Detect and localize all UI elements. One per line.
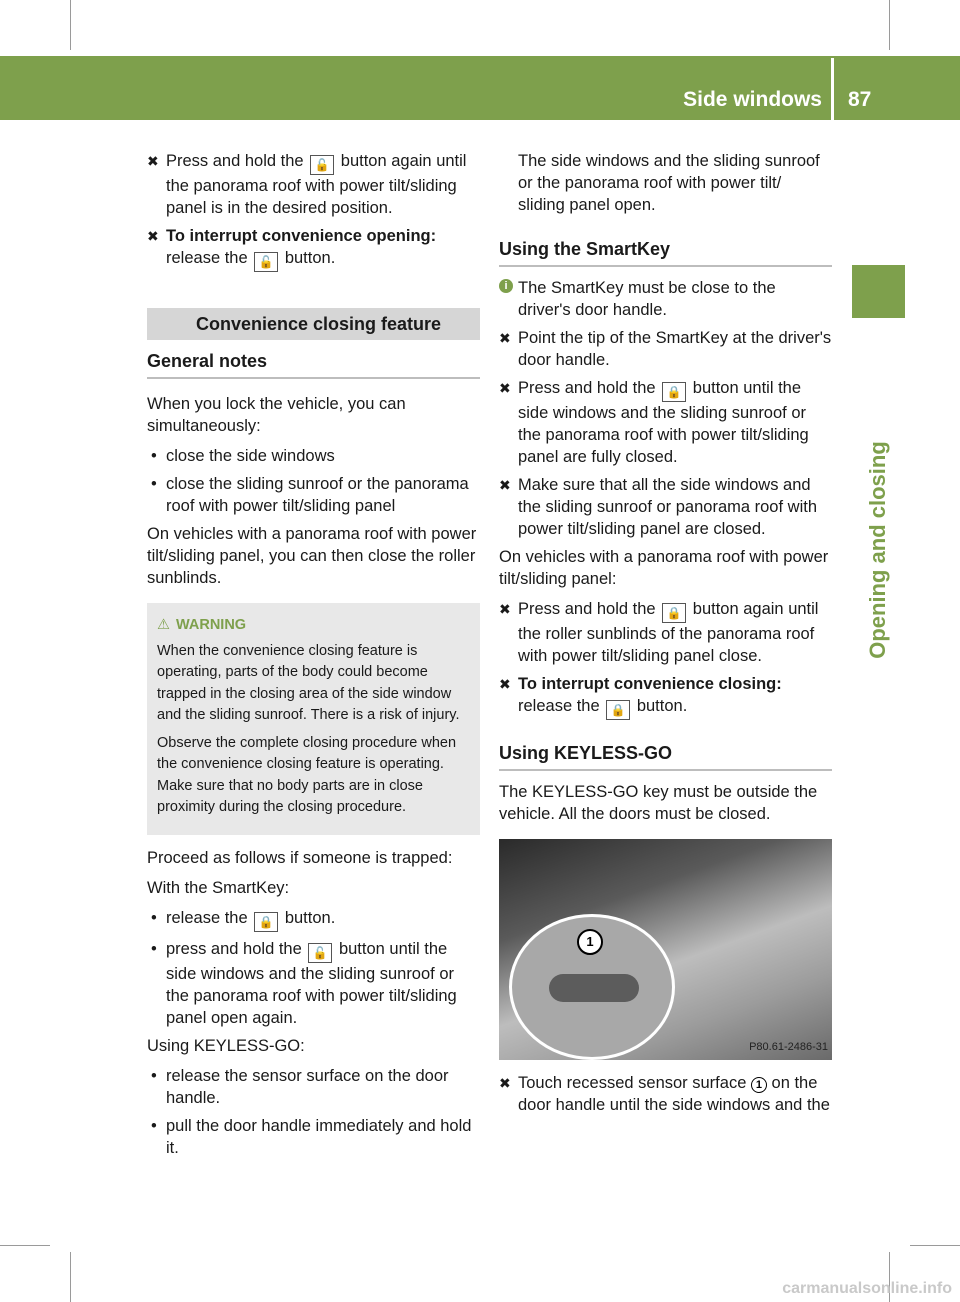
paragraph: On vehicles with a panorama roof with power tilt/sliding panel, you can then close the roller sunblinds. (147, 525, 477, 587)
subheading: Using the SmartKey (499, 238, 832, 267)
right-column (499, 150, 832, 1122)
crop-mark (910, 1245, 960, 1246)
unlock-icon: 🔓 (308, 943, 332, 963)
header-divider (831, 58, 834, 120)
step-item: ✖ Press and hold the 🔒 button until the side windows and the sliding sunroof or the panorama roof with power tilt/sliding panel are fully closed. (499, 379, 809, 466)
info-icon: i (499, 279, 513, 293)
list-item: • release the sensor surface on the door handle. (151, 1066, 449, 1107)
paragraph: The side windows and the sliding sunroof or the panorama roof with power tilt/ sliding panel open. (518, 152, 820, 214)
step-item: ✖ Press and hold the 🔓 button again until the panorama roof with power tilt/sliding panel is in the desired position. (147, 152, 467, 217)
paragraph: Proceed as follows if someone is trapped: (147, 848, 453, 867)
warning-text: Observe the complete closing procedure when the convenience closing feature is operating. Make sure that no body parts are in close proximity during the closing procedure. (157, 734, 457, 815)
unlock-icon: 🔓 (254, 252, 278, 272)
subheading: General notes (147, 350, 480, 379)
list-item: • release the 🔒 button. (147, 907, 480, 932)
paragraph: Using KEYLESS-GO: (147, 1036, 305, 1055)
crop-mark (889, 0, 890, 50)
lock-icon: 🔒 (662, 603, 686, 623)
photo-label: P80.61-2486-31 (749, 1041, 828, 1053)
chapter-marker (852, 265, 905, 318)
warning-heading: ⚠ WARNING (157, 615, 470, 637)
step-item: ✖ Point the tip of the SmartKey at the driver's door handle. (499, 329, 832, 369)
list-item: • close the side windows (151, 447, 335, 465)
page-number: 87 (848, 88, 872, 111)
step-arrow-icon: ✖ (147, 153, 159, 169)
step-item: ✖ Make sure that all the side windows and the sliding sunroof or panorama roof with power tilt/sliding panel are closed. (499, 476, 817, 538)
warning-icon: ⚠ (157, 617, 170, 633)
lock-icon: 🔒 (254, 912, 278, 932)
warning-text: When the convenience closing feature is operating, parts of the body could become trapped in the closing area of the side window and the sliding sunroof. There is a risk of injury. (157, 642, 460, 723)
step-item: ✖ Touch recessed sensor surface 1 on the door handle until the side windows and the (499, 1074, 830, 1114)
crop-mark (70, 0, 71, 50)
step-arrow-icon: ✖ (499, 676, 511, 692)
step-arrow-icon: ✖ (499, 330, 511, 346)
step-item: ✖ Press and hold the 🔒 button again until the roller sunblinds of the panorama roof with power tilt/sliding panel close. (499, 600, 819, 665)
paragraph: With the SmartKey: (147, 878, 290, 897)
step-item: ✖ To interrupt convenience opening: release the 🔓 button. (147, 225, 480, 272)
chapter-label: Opening and closing (865, 441, 890, 659)
watermark: carmanualsonline.info (782, 1280, 952, 1297)
list-item: • pull the door handle immediately and hold it. (151, 1116, 472, 1157)
paragraph: On vehicles with a panorama roof with power tilt/sliding panel: (499, 548, 829, 588)
crop-mark (70, 1252, 71, 1302)
step-arrow-icon: ✖ (499, 380, 511, 396)
lock-icon: 🔒 (606, 700, 630, 720)
section-title: Convenience closing feature (147, 308, 480, 340)
step-arrow-icon: ✖ (499, 477, 511, 493)
list-item: • press and hold the 🔓 button until the side windows and the sliding sunroof or the panorama roof with power tilt/sliding panel open again. (151, 939, 457, 1027)
step-arrow-icon: ✖ (147, 228, 159, 244)
callout-marker: 1 (751, 1077, 767, 1093)
door-handle-image (549, 974, 639, 1002)
paragraph: When you lock the vehicle, you can simultaneously: (147, 395, 406, 435)
door-handle-photo (499, 839, 832, 1060)
paragraph: The KEYLESS-GO key must be outside the vehicle. All the doors must be closed. (499, 783, 818, 823)
warning-box (147, 603, 480, 835)
crop-mark (0, 1245, 50, 1246)
callout-marker: 1 (577, 929, 603, 955)
step-arrow-icon: ✖ (499, 601, 511, 617)
left-column (147, 150, 480, 1165)
list-item: • close the sliding sunroof or the panorama roof with power tilt/sliding panel (151, 475, 469, 515)
step-arrow-icon: ✖ (499, 1075, 511, 1091)
subheading: Using KEYLESS-GO (499, 742, 832, 771)
unlock-icon: 🔓 (310, 155, 334, 175)
info-note: i The SmartKey must be close to the driver's door handle. (499, 277, 832, 321)
step-item: ✖ To interrupt convenience closing: release the 🔒 button. (499, 673, 832, 720)
lock-icon: 🔒 (662, 382, 686, 402)
page-title: Side windows (683, 88, 822, 111)
